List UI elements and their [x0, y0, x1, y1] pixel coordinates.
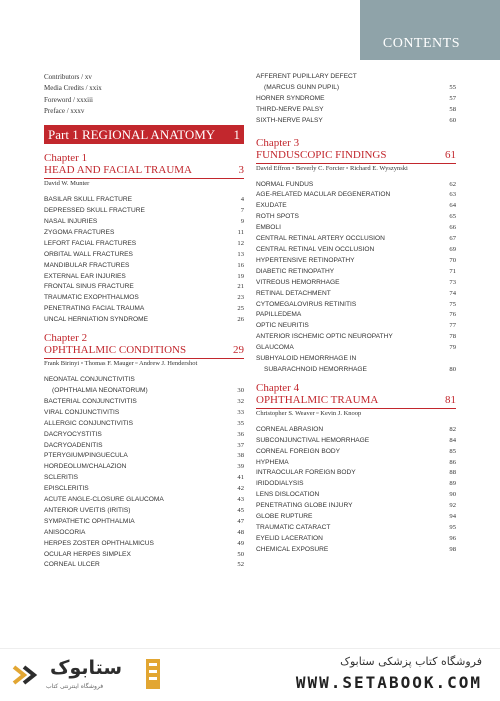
toc-entry[interactable] — [256, 116, 456, 127]
entry-page: 94 — [449, 513, 456, 521]
toc-entry[interactable] — [256, 458, 456, 469]
entry-title: UNCAL HERNIATION SYNDROME — [44, 316, 149, 324]
entry-page: 55 — [449, 83, 456, 91]
entry-page: 43 — [237, 496, 244, 504]
toc-entry[interactable] — [44, 250, 244, 261]
front-matter-item[interactable]: Foreword / xxxiii — [44, 95, 93, 104]
entry-title: VITREOUS HEMORRHAGE — [256, 278, 340, 286]
toc-entry[interactable] — [44, 261, 244, 272]
toc-entry[interactable] — [256, 534, 456, 545]
entry-title: BACTERIAL CONJUNCTIVITIS — [44, 397, 137, 405]
toc-entry[interactable] — [256, 436, 456, 447]
entry-title: EXUDATE — [256, 202, 287, 210]
toc-entry[interactable] — [256, 267, 456, 278]
toc-entry[interactable] — [44, 282, 244, 293]
entry-page: 47 — [237, 517, 244, 525]
entry-title: CHEMICAL EXPOSURE — [256, 545, 329, 553]
entry-page: 84 — [449, 436, 456, 444]
entry-title: TRAUMATIC EXOPHTHALMOS — [44, 294, 139, 302]
chapter-title[interactable] — [256, 149, 456, 164]
entry-title: AFFERENT PUPILLARY DEFECT — [256, 73, 357, 80]
entry-title: VIRAL CONJUNCTIVITIS — [44, 408, 120, 416]
entry-page: 76 — [449, 311, 456, 319]
entry-page: 11 — [237, 228, 244, 236]
entry-page: 4 — [240, 196, 244, 204]
entry-page: 78 — [449, 333, 456, 341]
toc-entry[interactable] — [44, 473, 244, 484]
chapter-page: 29 — [233, 344, 244, 357]
entry-title: (MARCUS GUNN PUPIL) — [264, 83, 340, 91]
chapter-block — [256, 382, 456, 556]
entry-title: CORNEAL ULCER — [44, 561, 100, 569]
entry-page: 45 — [237, 506, 244, 514]
chapter-page: 3 — [238, 164, 244, 177]
entry-page: 32 — [237, 397, 244, 405]
front-matter-list — [44, 72, 244, 117]
entry-page: 30 — [237, 386, 244, 394]
toc-entry[interactable] — [256, 354, 456, 365]
entry-page: 71 — [449, 267, 456, 275]
toc-entry[interactable] — [44, 560, 244, 571]
entry-page: 12 — [237, 239, 244, 247]
entry-page: 77 — [449, 322, 456, 330]
store-url-link[interactable]: WWW.SETABOOK.COM — [295, 673, 482, 692]
entry-page: 98 — [449, 545, 456, 553]
entry-page: 38 — [237, 452, 244, 460]
toc-entry[interactable] — [256, 523, 456, 534]
entry-title: ZYGOMA FRACTURES — [44, 228, 115, 236]
entry-title: CORNEAL FOREIGN BODY — [256, 447, 341, 455]
entry-page: 95 — [449, 524, 456, 531]
toc-entry[interactable] — [256, 310, 456, 321]
entry-page: 89 — [449, 480, 456, 488]
toc-entry[interactable] — [256, 256, 456, 267]
logo-mark-icon — [10, 661, 44, 689]
entry-page: 21 — [237, 283, 244, 291]
entry-title: DEPRESSED SKULL FRACTURE — [44, 207, 145, 215]
chapter-title-text: OPHTHALMIC TRAUMA — [256, 393, 379, 406]
right-chapters — [256, 137, 456, 556]
entry-title: DIABETIC RETINOPATHY — [256, 267, 335, 275]
entry-page: 26 — [237, 316, 244, 324]
toc-entry[interactable] — [44, 239, 244, 250]
toc-entry[interactable] — [256, 332, 456, 343]
toc-entry[interactable] — [256, 343, 456, 354]
chapter-number: Chapter 4 — [256, 381, 300, 394]
entry-title: CORNEAL ABRASION — [256, 425, 324, 433]
toc-entry[interactable] — [44, 397, 244, 408]
toc-entry[interactable] — [256, 223, 456, 234]
toc-entry[interactable] — [44, 550, 244, 561]
toc-entry[interactable] — [256, 490, 456, 501]
entry-title: HERPES ZOSTER OPHTHALMICUS — [44, 539, 154, 547]
toc-entry[interactable] — [256, 83, 456, 94]
entry-title: ORBITAL WALL FRACTURES — [44, 250, 133, 258]
toc-entry[interactable] — [44, 528, 244, 539]
entry-page: 57 — [449, 94, 456, 102]
logo-text: ستابوک — [50, 657, 123, 679]
toc-entry[interactable] — [256, 180, 456, 191]
entry-title: EYELID LACERATION — [256, 534, 323, 542]
entry-page: 65 — [449, 213, 456, 221]
entry-title: ACUTE ANGLE-CLOSURE GLAUCOMA — [44, 496, 164, 504]
chapter-number: Chapter 3 — [256, 136, 300, 149]
chapter-title-text: HEAD AND FACIAL TRAUMA — [44, 164, 192, 177]
entry-title: SUBARACHNOID HEMORRHAGE — [264, 365, 367, 373]
part-page: 1 — [233, 127, 240, 143]
chapter-number: Chapter 2 — [44, 332, 88, 345]
toc-entry[interactable] — [256, 501, 456, 512]
entry-page: 16 — [237, 261, 244, 269]
entry-page: 64 — [449, 202, 456, 210]
part-heading-bar — [44, 125, 244, 144]
entry-page: 39 — [237, 463, 244, 471]
toc-entry[interactable] — [256, 105, 456, 116]
entry-page: 69 — [449, 245, 456, 253]
toc-entry[interactable] — [256, 245, 456, 256]
toc-entry[interactable] — [44, 506, 244, 517]
chapter-authors: David Effron ▫ Beverly C. Forcier ▫ Richard E. Wyszynski — [256, 164, 408, 172]
entry-title: NORMAL FUNDUS — [256, 180, 314, 188]
toc-entry[interactable] — [44, 451, 244, 462]
entry-title: ANISOCORIA — [44, 528, 86, 536]
entry-page: 9 — [240, 218, 244, 225]
toc-entry[interactable] — [256, 94, 456, 105]
entry-page: 13 — [237, 250, 244, 258]
toc-entry[interactable] — [44, 375, 244, 386]
toc-left-column — [44, 72, 244, 571]
toc-entry[interactable] — [44, 495, 244, 506]
entry-page: 49 — [237, 539, 244, 547]
toc-entry[interactable] — [256, 278, 456, 289]
book-icon — [146, 659, 160, 689]
toc-entry[interactable] — [256, 365, 456, 376]
toc-entry[interactable] — [256, 479, 456, 490]
entry-title: GLOBE RUPTURE — [256, 513, 313, 521]
entry-title: HYPHEMA — [256, 458, 289, 466]
entry-page: 92 — [449, 502, 456, 510]
entry-title: PENETRATING GLOBE INJURY — [256, 502, 353, 510]
toc-entry[interactable] — [256, 425, 456, 436]
entry-page: 60 — [449, 116, 456, 124]
entry-page: 7 — [240, 207, 244, 215]
entry-title: THIRD-NERVE PALSY — [256, 105, 324, 113]
contents-header-box — [360, 0, 500, 60]
entry-page: 35 — [237, 419, 244, 427]
entry-page: 82 — [449, 425, 456, 433]
chapter-title[interactable] — [44, 344, 244, 359]
entry-title: CYTOMEGALOVIRUS RETINITIS — [256, 300, 357, 308]
entry-title: OCULAR HERPES SIMPLEX — [44, 550, 131, 558]
toc-entry[interactable] — [44, 408, 244, 419]
entry-title: HYPERTENSIVE RETINOPATHY — [256, 256, 355, 264]
entry-title: INTRAOCULAR FOREIGN BODY — [256, 469, 356, 477]
entry-title: FRONTAL SINUS FRACTURE — [44, 283, 134, 291]
entry-page: 62 — [449, 180, 456, 188]
continued-entries — [256, 72, 456, 127]
chapter-title-text: FUNDUSCOPIC FINDINGS — [256, 148, 387, 161]
toc-entry[interactable] — [44, 419, 244, 430]
toc-entry[interactable] — [256, 201, 456, 212]
chapter-page: 81 — [445, 393, 456, 406]
toc-entry[interactable] — [44, 228, 244, 239]
entry-title: PTERYGIUM/PINGUECULA — [44, 452, 128, 460]
chapter-authors: Frank Birinyi ▫ Thomas F. Mauger ▫ Andrew J. Hendershot — [44, 360, 198, 368]
store-footer-banner — [0, 648, 500, 701]
entry-page: 48 — [237, 528, 244, 536]
toc-entry[interactable] — [256, 321, 456, 332]
chapter-block — [256, 137, 456, 376]
entry-title: TRAUMATIC CATARACT — [256, 524, 331, 531]
chapter-page: 61 — [445, 148, 456, 161]
entry-title: SCLERITIS — [44, 474, 79, 482]
logo-subtext: فروشگاه اینترنتی کتاب — [46, 683, 104, 690]
entry-page: 75 — [449, 300, 456, 308]
chapter-authors: David W. Munter — [44, 180, 90, 188]
chapter-authors: Christopher S. Weaver ▫ Kevin J. Knoop — [256, 409, 362, 417]
toc-entry[interactable] — [256, 300, 456, 311]
entry-page: 63 — [449, 191, 456, 199]
toc-entry[interactable] — [256, 512, 456, 523]
entry-page: 50 — [237, 550, 244, 558]
entry-title: LEFORT FACIAL FRACTURES — [44, 239, 137, 247]
entry-page: 42 — [237, 485, 244, 493]
entry-page: 79 — [449, 344, 456, 352]
entry-title: NEONATAL CONJUNCTIVITIS — [44, 376, 135, 384]
entry-title: ROTH SPOTS — [256, 213, 299, 221]
entry-title: CENTRAL RETINAL ARTERY OCCLUSION — [256, 235, 385, 243]
toc-entry[interactable] — [44, 206, 244, 217]
chapter-number: Chapter 1 — [44, 152, 88, 165]
toc-entry[interactable] — [256, 289, 456, 300]
entry-page: 58 — [449, 105, 456, 113]
entry-title: IRIDODIALYSIS — [256, 480, 304, 488]
toc-entry[interactable] — [256, 447, 456, 458]
toc-entry[interactable] — [256, 190, 456, 201]
entry-page: 67 — [449, 235, 456, 243]
toc-entry[interactable] — [44, 293, 244, 304]
entry-title: LENS DISLOCATION — [256, 491, 320, 499]
entry-title: RETINAL DETACHMENT — [256, 289, 331, 297]
entry-title: EXTERNAL EAR INJURIES — [44, 272, 126, 280]
toc-entry[interactable] — [44, 195, 244, 206]
part-label: Part 1 REGIONAL ANATOMY — [48, 127, 216, 143]
chapter-block — [44, 152, 244, 326]
toc-entry[interactable] — [44, 272, 244, 283]
entry-title: SUBCONJUNCTIVAL HEMORRHAGE — [256, 436, 370, 444]
entry-page: 66 — [449, 224, 456, 232]
entry-page: 86 — [449, 458, 456, 466]
entry-title: SUBHYALOID HEMORRHAGE IN — [256, 355, 357, 363]
entry-page: 52 — [237, 561, 244, 569]
toc-entry[interactable] — [44, 315, 244, 326]
entry-title: OPTIC NEURITIS — [256, 322, 309, 330]
entry-title: ALLERGIC CONJUNCTIVITIS — [44, 419, 134, 427]
front-matter-item[interactable]: Media Credits / xxix — [44, 84, 102, 93]
entry-title: PAPILLEDEMA — [256, 311, 302, 319]
toc-entry[interactable] — [256, 212, 456, 223]
entry-page: 41 — [237, 474, 244, 482]
chapter-title-text: OPHTHALMIC CONDITIONS — [44, 344, 187, 357]
entry-page: 85 — [449, 447, 456, 455]
entry-title: PENETRATING FACIAL TRAUMA — [44, 305, 145, 313]
entry-title: EMBOLI — [256, 224, 281, 232]
front-matter-item[interactable]: Contributors / xv — [44, 73, 92, 81]
entry-page: 96 — [449, 534, 456, 542]
chapter-title[interactable] — [44, 164, 244, 179]
entry-title: EPISCLERITIS — [44, 485, 89, 493]
entry-page: 73 — [449, 278, 456, 286]
entry-title: GLAUCOMA — [256, 344, 294, 352]
toc-entry[interactable] — [44, 430, 244, 441]
toc-entry[interactable] — [256, 234, 456, 245]
entry-page: 88 — [449, 469, 456, 477]
toc-entry[interactable] — [44, 517, 244, 528]
toc-entry[interactable] — [44, 386, 244, 397]
store-name: فروشگاه کتاب پزشکی ستابوک — [340, 655, 482, 668]
entry-page: 25 — [237, 305, 244, 313]
entry-title: AGE-RELATED MACULAR DEGENERATION — [256, 191, 391, 199]
toc-entry[interactable] — [256, 468, 456, 479]
entry-title: ANTERIOR UVEITIS (IRITIS) — [44, 506, 131, 514]
entry-title: SIXTH-NERVE PALSY — [256, 116, 323, 124]
toc-entry[interactable] — [44, 539, 244, 550]
entry-page: 37 — [237, 441, 244, 449]
chapter-block — [44, 332, 244, 571]
entry-title: DACRYOCYSTITIS — [44, 430, 102, 438]
entry-title: (OPHTHALMIA NEONATORUM) — [52, 386, 148, 394]
entry-page: 33 — [237, 408, 244, 416]
contents-title: CONTENTS — [382, 36, 460, 51]
left-chapters — [44, 152, 244, 571]
entry-title: DACRYOADENITIS — [44, 441, 103, 449]
entry-page: 90 — [449, 491, 456, 499]
entry-title: NASAL INJURIES — [44, 218, 98, 225]
toc-right-column — [256, 72, 456, 556]
entry-title: ANTERIOR ISCHEMIC OPTIC NEUROPATHY — [256, 333, 393, 341]
toc-entry[interactable] — [256, 72, 456, 83]
entry-title: CENTRAL RETINAL VEIN OCCLUSION — [256, 245, 375, 253]
entry-page: 36 — [237, 430, 244, 438]
entry-page: 19 — [237, 272, 244, 280]
toc-entry[interactable] — [44, 217, 244, 228]
entry-page: 74 — [449, 289, 456, 297]
entry-page: 80 — [449, 365, 456, 373]
front-matter-item[interactable]: Preface / xxxv — [44, 106, 85, 115]
toc-entry[interactable] — [256, 545, 456, 556]
entry-page: 70 — [449, 256, 456, 264]
toc-entry[interactable] — [44, 304, 244, 315]
entry-title: HORNER SYNDROME — [256, 94, 325, 102]
entry-title: HORDEOLUM/CHALAZION — [44, 463, 127, 471]
entry-title: MANDIBULAR FRACTURES — [44, 261, 130, 269]
toc-entry[interactable] — [44, 462, 244, 473]
toc-entry[interactable] — [44, 441, 244, 452]
entry-title: BASILAR SKULL FRACTURE — [44, 196, 133, 204]
chapter-title[interactable] — [256, 394, 456, 409]
setabook-logo[interactable] — [10, 655, 123, 695]
toc-entry[interactable] — [44, 484, 244, 495]
entry-title: SYMPATHETIC OPHTHALMIA — [44, 517, 135, 525]
entry-page: 23 — [237, 294, 244, 302]
